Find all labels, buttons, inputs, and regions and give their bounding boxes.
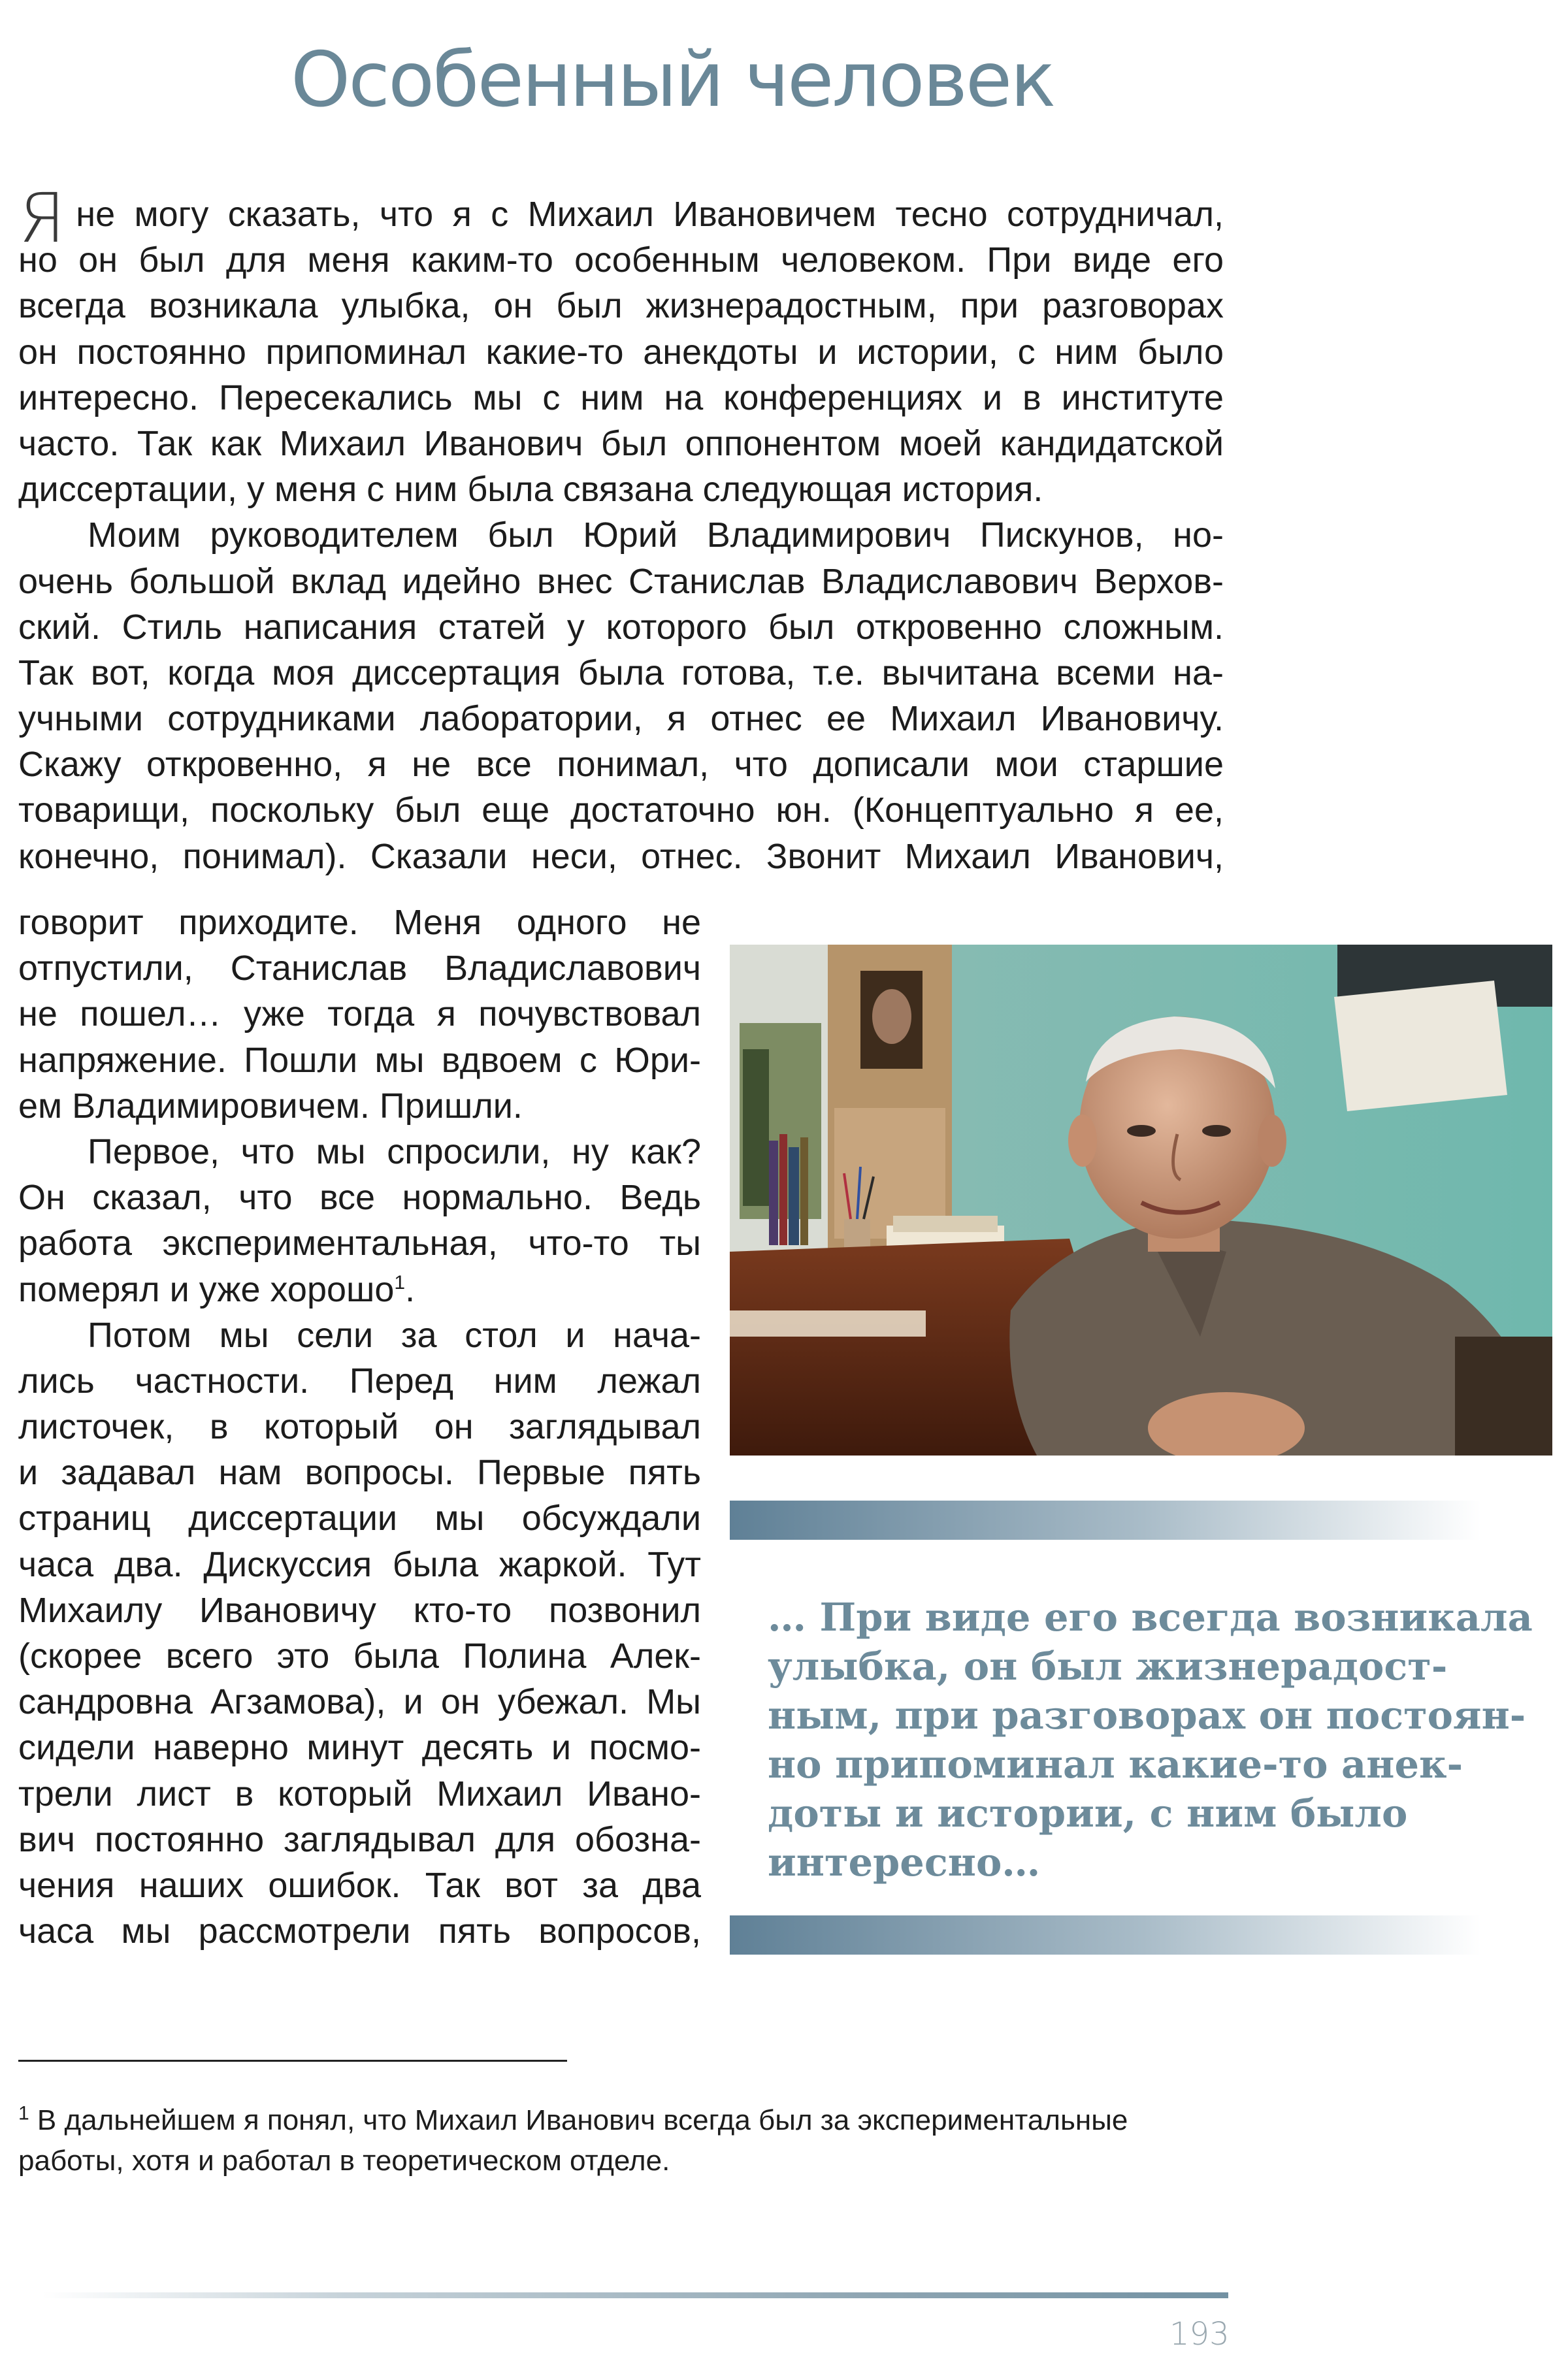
footnote-text: В дальнейшем я понял, что Михаил Иванович всегда был за экспериментальные: [29, 2104, 1128, 2136]
quote-line: интересно…: [768, 1840, 1041, 1885]
paragraph-first-line: не могу сказать, что я с Михаил Ивановичем тесно сотрудничал,: [76, 195, 1224, 234]
body-text-column: [18, 900, 701, 1954]
quote-line: но припоминал какие-то анек-: [768, 1742, 1463, 1787]
paragraph-line: вич постоянно заглядывал для обозна-: [18, 1819, 701, 1859]
quote-bottom-bar: [730, 1915, 1481, 1955]
footnote-reference[interactable]: 1: [394, 1271, 406, 1293]
quote-line: улыбка, он был жизнерадост-: [768, 1644, 1448, 1689]
paragraph-line: он постоянно припоминал какие-то анекдоты и истории, с ним было: [18, 332, 1224, 372]
paragraph-line: конечно, понимал). Сказали неси, отнес. Звонит Михаил Иванович,: [18, 836, 1224, 876]
pull-quote: [768, 1593, 1552, 1887]
paragraph-line: Так вот, когда моя диссертация была готова, т.е. вычитана всеми на-: [18, 653, 1224, 692]
paragraph-line: говорит приходите. Меня одного не: [18, 903, 701, 942]
paragraph-line: часа два. Дискуссия была жаркой. Тут: [18, 1544, 701, 1584]
paragraph-line: Первое, что мы спросили, ну как?: [88, 1131, 701, 1171]
footnote-divider: [18, 2060, 567, 2062]
drop-cap: Я: [18, 178, 65, 258]
paragraph-line: трели лист в который Михаил Ивано-: [18, 1774, 701, 1814]
paragraph-line: интересно. Пересекались мы с ним на конференциях и в институте: [18, 378, 1224, 417]
paragraph-line: часа мы рассмотрели пять вопросов,: [18, 1912, 701, 1951]
paragraph-line: (скорее всего это была Полина Алек-: [18, 1636, 701, 1676]
footnote-line: [18, 2100, 1227, 2141]
paragraph-line-text: померял и уже хорошо: [18, 1269, 395, 1309]
paragraph-line: Он сказал, что все нормально. Ведь: [18, 1178, 701, 1218]
paragraph-line: Скажу откровенно, я не все понимал, что дописали мои старшие: [18, 745, 1224, 785]
sentence-end: .: [405, 1269, 416, 1309]
page-number: 193: [1169, 2316, 1230, 2352]
portrait-photo: [730, 945, 1552, 1456]
paragraph-line: лись частности. Перед ним лежал: [18, 1361, 701, 1401]
paragraph-line: Михаилу Ивановичу кто-то позвонил: [18, 1590, 701, 1630]
paragraph-line: напряжение. Пошли мы вдвоем с Юри-: [18, 1040, 701, 1080]
paragraph-line: диссертации, у меня с ним была связана следующая история.: [18, 470, 1043, 510]
paragraph-line: не пошел… уже тогда я почувствовал: [18, 994, 701, 1034]
paragraph-line: и задавал нам вопросы. Первые пять: [18, 1453, 701, 1493]
paragraph-line: учными сотрудниками лаборатории, я отнес ее Михаил Ивановичу.: [18, 699, 1224, 739]
paragraph-line: очень большой вклад идейно внес Станислав Владиславович Верхов-: [18, 561, 1224, 601]
quote-line: … При виде его всегда возникала: [768, 1595, 1533, 1640]
footnote-line: работы, хотя и работал в теоретическом отделе.: [18, 2145, 670, 2177]
paragraph-line: сидели наверно минут десять и посмо-: [18, 1728, 701, 1768]
page-title: Особенный человек: [291, 36, 1054, 124]
paragraph-line: работа экспериментальная, что-то ты: [18, 1224, 701, 1263]
quote-line: доты и истории, с ним было: [768, 1791, 1408, 1836]
paragraph-line: Моим руководителем был Юрий Владимирович Пискунов, но-: [88, 515, 1224, 555]
footnote: [18, 2100, 1227, 2181]
paragraph-line: Потом мы сели за стол и нача-: [88, 1315, 701, 1355]
quote-line: ным, при разговорах он постоян-: [768, 1693, 1526, 1738]
paragraph-line: ем Владимировичем. Пришли.: [18, 1086, 523, 1126]
paragraph-line: ский. Стиль написания статей у которого был откровенно сложным.: [18, 607, 1224, 647]
page-footer-rule: [42, 2292, 1228, 2298]
paragraph-line: всегда возникала улыбка, он был жизнерадостным, при разговорах: [18, 286, 1224, 326]
footnote-number: 1: [18, 2102, 29, 2124]
paragraph-line: страниц диссертации мы обсуждали: [18, 1499, 701, 1538]
paragraph-line: часто. Так как Михаил Иванович был оппонентом моей кандидатской: [18, 423, 1224, 463]
portrait-photo-illustration: [730, 945, 1552, 1456]
paragraph-line: сандровна Агзамова), и он убежал. Мы: [18, 1682, 701, 1722]
paragraph-line: листочек, в который он заглядывал: [18, 1407, 701, 1447]
paragraph-line: отпустили, Станислав Владиславович: [18, 949, 701, 988]
paragraph-line: но он был для меня каким-то особенным человеком. При виде его: [18, 240, 1224, 280]
paragraph-line: товарищи, поскольку был еще достаточно юн. (Концептуально я ее,: [18, 790, 1224, 830]
quote-top-bar: [730, 1501, 1481, 1540]
paragraph-line: [18, 178, 1224, 258]
body-text-full-width: [18, 178, 1224, 879]
paragraph-line: чения наших ошибок. Так вот за два: [18, 1865, 701, 1905]
paragraph-line: [18, 1267, 701, 1312]
